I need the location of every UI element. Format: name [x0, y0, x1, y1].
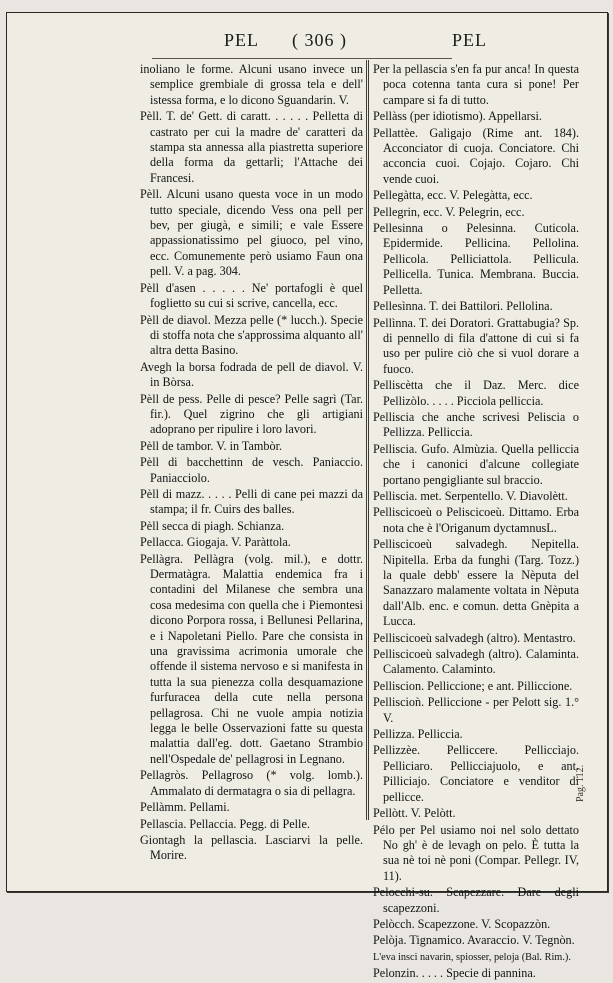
dictionary-entry: Pellàmm. Pellami.: [140, 800, 230, 815]
dictionary-entry: Pellàgra. Pellàgra (volg. mil.), e dottr. Dermatàgra. Malattia endemica fra i contadini del Milanese che sembra una cosa medesima con quella che i Piemontesi dicono Porpora rossa, i Bellunesi Pellarina, e i Napoletani Piello. Pare che consista in una gravissima acrimonia umorale che offende il sistema nervoso e si manifesta in tutta la sua pienezza colla desquamazione furfuracea della cute nella persona pellagrosa. Chi ne vuole ampia notizia legga le belle Osservazioni fatte su questa malattia dall'eg. dott. Gaetano Strambio nell'Ospedale de' pellagrosi in Legnano.: [140, 551, 363, 766]
dictionary-entry: Pelliscioǹ. Pelliccione - per Pelott sig. 1.° V.: [373, 695, 579, 725]
dictionary-entry: Pèll de tambor. V. in Tambòr.: [140, 438, 283, 453]
dictionary-entry: Pèll di mazz. . . . . Pelli di cane pei mazzi da stampa; il fr. Cuirs des balles.: [140, 486, 363, 517]
dictionary-entry: Pèll secca di piagh. Schianza.: [140, 518, 285, 533]
dictionary-entry: Pellattèe. Galigajo (Rime ant. 184). Acconciator di cuoja. Conciatore. Chi acconcia cuoi. Cojajo. Cojaro. Chi vende cuoi.: [373, 125, 579, 186]
dictionary-entry: Pellagròs. Pellagroso (* volg. lomb.). Ammalato di dermatagra o sia di pellagra.: [140, 768, 363, 798]
left-column: [140, 62, 363, 865]
dictionary-entry: Pèll d'asen . . . . . Ne' portafogli è quel foglietto su cui si scrive, cancella, ecc.: [140, 280, 363, 311]
dictionary-entry: Pellesìnna. T. dei Battilori. Pellolina.: [373, 299, 553, 314]
dictionary-entry: Pellascia. Pellaccia. Pegg. di Pelle.: [140, 816, 310, 831]
dictionary-entry: Pelliscicoeù salvadegh. Nepitella. Nipitella. Erba da funghi (Targ. Tozz.) la quale debb' essere la Nèputa del Sanazzaro malamente voltata in Nèputa dall'Alb. enc. e comun. detta Gnèpita a Lucca.: [373, 537, 579, 629]
dictionary-entry: Pelliscia che anche scrivesi Peliscia o Pellizza. Pelliccia.: [373, 409, 579, 440]
dictionary-entry: Pellacca. Giogaja. V. Paràttola.: [140, 535, 291, 550]
page-number: ( 306 ): [292, 30, 347, 50]
dictionary-entry: Avegh la borsa fodrada de pell de diavol. V. in Bòrsa.: [140, 359, 363, 390]
dictionary-entry: L'eva insci navarin, spiosser, peloja (Bal. Rim.).: [373, 951, 571, 963]
dictionary-entry: Pèll. T. de' Gett. di caratt. . . . . . Pelletta di castrato per cui la madre de' caratteri da stampa sta annessa alla piastretta superiore della forma da gettarli; l'Attache dei Francesi.: [140, 109, 363, 185]
dictionary-entry: Pellegrin, ecc. V. Pelegrin, ecc.: [373, 204, 525, 219]
dictionary-entry: Pelliscia. Gufo. Almùzia. Quella pelliccia che i canonici d'alcune collegiate portano pengigliante sul braccio.: [373, 441, 579, 487]
dictionary-entry: Pelliscicoeù salvadegh (altro). Mentastro.: [373, 630, 576, 645]
dictionary-entry: Pelliscicoeù o Peliscicoeù. Dittamo. Erba nota che è l'Origanum dyctamnusL.: [373, 505, 579, 535]
dictionary-entry: Pellòtt. V. Pelòtt.: [373, 806, 456, 821]
margin-note: Pag. 112.: [575, 764, 586, 802]
header-right-word: PEL: [452, 30, 488, 50]
dictionary-entry: Pelliscion. Pelliccione; e ant. Pilliccione.: [373, 678, 573, 693]
header-rule: [152, 58, 452, 59]
page-header: [0, 30, 613, 52]
dictionary-entry: Pellegàtta, ecc. V. Pelegàtta, ecc.: [373, 188, 533, 203]
dictionary-entry: inoliano le forme. Alcuni usano invece un semplice grembiale di grossa tela e dell' istessa forma, e lo dicono Sguandarin. V.: [140, 62, 363, 107]
dictionary-entry: Pelliscètta che il Daz. Merc. dice Pellizòlo. . . . . Picciola pelliccia.: [373, 378, 579, 408]
dictionary-entry: Pèll de diavol. Mezza pelle (* lucch.). Specie di stoffa nota che s'approssima alquanto all' altra detta Basino.: [140, 312, 363, 358]
dictionary-entry: Pellizzèe. Pelliccere. Pelliccìajo. Pelliciaro. Pellicciajuolo, e ant. Pilliciajo. Conciatore e venditor di pellicce.: [373, 743, 579, 804]
dictionary-entry: Pelonzin. . . . . Specie di pannina.: [373, 966, 536, 981]
dictionary-entry: Pèll. Alcuni usano questa voce in un modo tutto speciale, dicendo Vess ona pell per bev, per giugà, e simili; e vale Essere appassionatissimo pel giuoco, pel vino, ecc. Comunemente però usiamo Faun ona pell. V. a pag. 304.: [140, 187, 363, 279]
dictionary-entry: Pèll de pess. Pelle di pesce? Pelle sagrì (Tar. fir.). Quel zigrino che gli artigiani adoprano per ripulire i loro lavori.: [140, 391, 363, 437]
dictionary-entry: Pellàss (per idiotismo). Appellarsi.: [373, 109, 542, 124]
dictionary-entry: Pèll di bacchettinn de vesch. Paniaccio. Paniacciolo.: [140, 455, 363, 485]
dictionary-entry: Pellesinna o Pelesinna. Cuticola. Epidermide. Pellicina. Pellolina. Pellicola. Pelliciattola. Pellicula. Pellicella. Tunica. Membrana. Buccia. Pelletta.: [373, 221, 579, 297]
dictionary-entry: Pelliscicoeù salvadegh (altro). Calaminta. Calamento. Calaminto.: [373, 647, 579, 677]
dictionary-entry: Pellizza. Pelliccia.: [373, 727, 463, 742]
header-left-word: PEL: [224, 30, 260, 50]
dictionary-entry: Pelliscia. met. Serpentello. V. Diavolètt.: [373, 488, 568, 503]
dictionary-entry: Pelòcch. Scapezzone. V. Scopazzòn.: [373, 916, 551, 931]
dictionary-entry: Pélo per Pel usiamo noi nel solo dettato No gh' è de levagh on pelo. È tutta la sua nè toi nè poni (Compar. Pellegr. IV, 11).: [373, 822, 579, 883]
dictionary-entry: Giontagh la pellascia. Lasciarvi la pelle. Morire.: [140, 832, 363, 863]
column-divider: [366, 60, 368, 820]
dictionary-entry: Per la pellascia s'en fa pur anca! In questa poca cotenna tanta cura si pone! Per campare si fa di tutto.: [373, 62, 579, 107]
dictionary-entry: Pelòja. Tignamico. Avaraccio. V. Tegnòn.: [373, 933, 575, 948]
dictionary-entry: Pelocchi-su. Scapezzare. Dare degli scapezzoni.: [373, 885, 579, 915]
dictionary-entry: Pellìnna. T. dei Doratori. Grattabugia? Sp. di pennello di fila d'attone di cui si fa uso per pulire ciò che si vuol dorare a fuoco.: [373, 315, 579, 376]
right-column: [373, 62, 579, 983]
